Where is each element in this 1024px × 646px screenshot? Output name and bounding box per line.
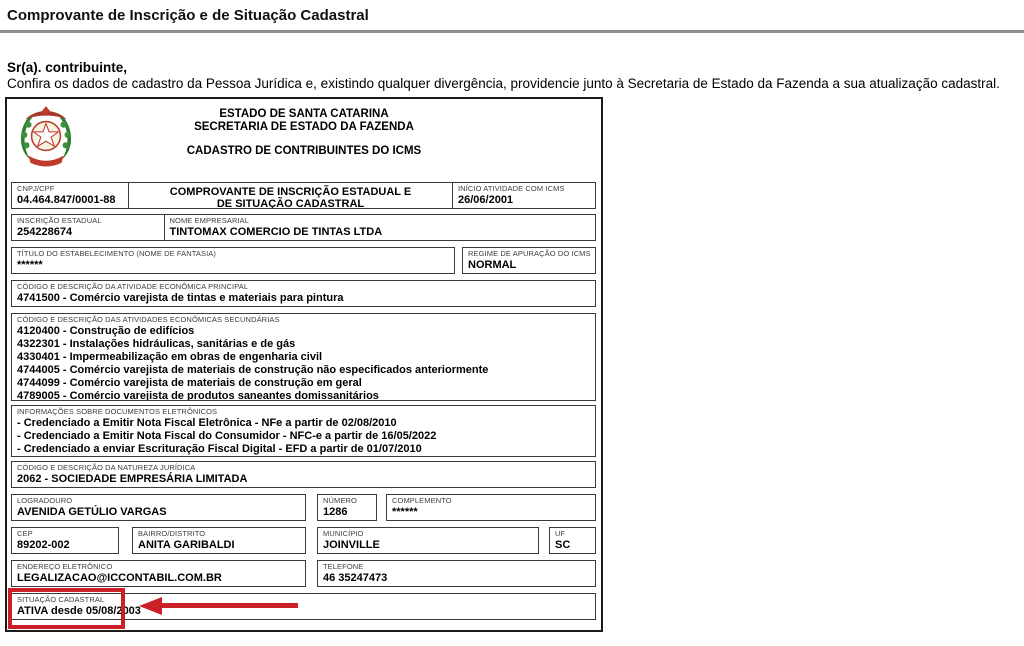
field-telefone-label: TELEFONE: [323, 562, 364, 571]
field-logradouro-label: LOGRADOURO: [17, 496, 73, 505]
field-nome-fantasia-value: ******: [17, 258, 43, 271]
atividade-secundaria-item: 4789005 - Comércio varejista de produtos saneantes domissanitários: [17, 389, 379, 401]
field-numero-value: 1286: [323, 505, 348, 518]
doc-header-line1: ESTADO DE SANTA CATARINA: [219, 108, 389, 120]
field-complemento: [386, 494, 596, 521]
documento-eletronico-item: - Credenciado a Emitir Nota Fiscal do Consumidor - NFC-e a partir de 16/05/2022: [17, 429, 437, 442]
field-inicio-atividade-value: 26/06/2001: [458, 193, 514, 206]
field-nome-empresarial-value: TINTOMAX COMERCIO DE TINTAS LTDA: [169, 225, 383, 238]
field-natureza-juridica: [11, 461, 596, 488]
field-municipio-label: MUNICÍPIO: [323, 529, 364, 538]
field-email-value: LEGALIZACAO@ICCONTABIL.COM.BR: [17, 571, 222, 584]
documento-eletronico-item: - Credenciado a enviar Escrituração Fiscal Digital - EFD a partir de 01/07/2010: [17, 442, 422, 455]
field-atividades-secundarias: [11, 313, 596, 401]
atividade-secundaria-item: 4322301 - Instalações hidráulicas, sanitárias e de gás: [17, 337, 296, 350]
field-cep-label: CEP: [17, 529, 33, 538]
field-nome-fantasia-label: TÍTULO DO ESTABELECIMENTO (NOME DE FANTASIA): [17, 249, 217, 258]
field-situacao-cadastral-value: ATIVA desde 05/08/2003: [17, 604, 141, 617]
field-uf-value: SC: [555, 538, 571, 551]
field-inscricao-estadual: [11, 214, 165, 241]
greeting-text: Sr(a). contribuinte,: [7, 60, 128, 75]
field-atividade-principal-label: CÓDIGO E DESCRIÇÃO DA ATIVIDADE ECONÔMICA PRINCIPAL: [17, 282, 249, 291]
field-bairro-value: ANITA GARIBALDI: [138, 538, 235, 551]
title-divider: [0, 30, 1024, 33]
red-left-arrow-icon: [139, 597, 162, 615]
intro-text: Confira os dados de cadastro da Pessoa Jurídica e, existindo qualquer divergência, providencie junto à Secretaria de Estado da Fazenda a sua atualização cadastral.: [7, 76, 1000, 91]
field-cep: [11, 527, 119, 554]
field-regime: [462, 247, 596, 274]
field-nome-fantasia: [11, 247, 455, 274]
atividade-secundaria-item: 4330401 - Impermeabilização em obras de engenharia civil: [17, 350, 323, 363]
field-uf: [549, 527, 596, 554]
field-numero: [317, 494, 377, 521]
field-situacao-cadastral-label: SITUAÇÃO CADASTRAL: [17, 595, 105, 604]
field-regime-value: NORMAL: [468, 258, 517, 271]
field-inicio-atividade-label: INÍCIO ATIVIDADE COM ICMS: [458, 184, 565, 193]
doc-title-cell: [128, 182, 454, 209]
field-natureza-juridica-value: 2062 - SOCIEDADE EMPRESÁRIA LIMITADA: [17, 472, 248, 485]
field-logradouro: [11, 494, 306, 521]
field-municipio-value: JOINVILLE: [323, 538, 380, 551]
doc-title-line1: COMPROVANTE DE INSCRIÇÃO ESTADUAL E: [169, 186, 412, 198]
field-bairro: [132, 527, 306, 554]
field-numero-label: NÚMERO: [323, 496, 357, 505]
field-atividade-principal: [11, 280, 596, 307]
doc-header-line3: CADASTRO DE CONTRIBUINTES DO ICMS: [186, 145, 422, 157]
field-natureza-juridica-label: CÓDIGO E DESCRIÇÃO DA NATUREZA JURÍDICA: [17, 463, 196, 472]
field-logradouro-value: AVENIDA GETÚLIO VARGAS: [17, 505, 167, 518]
red-left-arrow-shaft: [161, 603, 298, 608]
field-email-label: ENDEREÇO ELETRÔNICO: [17, 562, 113, 571]
field-cnpj-label: CNPJ/CPF: [17, 184, 55, 193]
field-telefone: [317, 560, 596, 587]
field-documentos-eletronicos-label: INFORMAÇÕES SOBRE DOCUMENTOS ELETRÔNICOS: [17, 407, 218, 416]
field-atividades-secundarias-label: CÓDIGO E DESCRIÇÃO DAS ATIVIDADES ECONÔMICAS SECUNDÁRIAS: [17, 315, 280, 324]
field-uf-label: UF: [555, 529, 566, 538]
atividade-secundaria-item: 4744099 - Comércio varejista de materiais de construção em geral: [17, 376, 362, 389]
field-municipio: [317, 527, 539, 554]
field-cnpj-value: 04.464.847/0001-88: [17, 193, 116, 206]
red-highlight-rectangle: [8, 588, 125, 629]
field-regime-label: REGIME DE APURAÇÃO DO ICMS: [468, 249, 591, 258]
field-email: [11, 560, 306, 587]
documento-eletronico-item: - Credenciado a Emitir Nota Fiscal Eletrônica - NFe a partir de 02/08/2010: [17, 416, 397, 429]
field-inscricao-estadual-label: INSCRIÇÃO ESTADUAL: [17, 216, 102, 225]
field-complemento-value: ******: [392, 505, 418, 518]
field-inscricao-estadual-value: 254228674: [17, 225, 73, 238]
atividade-secundaria-item: 4744005 - Comércio varejista de materiais de construção não especificados anteriormente: [17, 363, 489, 376]
doc-header-line2: SECRETARIA DE ESTADO DA FAZENDA: [194, 121, 414, 133]
field-documentos-eletronicos: [11, 405, 596, 457]
field-nome-empresarial: [164, 214, 597, 241]
field-cep-value: 89202-002: [17, 538, 70, 551]
field-complemento-label: COMPLEMENTO: [392, 496, 452, 505]
certificate-document: [5, 97, 603, 632]
field-bairro-label: BAIRRO/DISTRITO: [138, 529, 206, 538]
field-telefone-value: 46 35247473: [323, 571, 388, 584]
atividade-secundaria-item: 4120400 - Construção de edifícios: [17, 324, 195, 337]
field-inicio-atividade: [452, 182, 596, 209]
field-atividade-principal-value: 4741500 - Comércio varejista de tintas e materiais para pintura: [17, 291, 344, 304]
page-title: Comprovante de Inscrição e de Situação Cadastral: [7, 7, 369, 24]
field-nome-empresarial-label: NOME EMPRESARIAL: [169, 216, 250, 225]
doc-header: [7, 108, 601, 134]
field-cnpj: [11, 182, 129, 209]
doc-title-line2: DE SITUAÇÃO CADASTRAL: [216, 198, 365, 209]
